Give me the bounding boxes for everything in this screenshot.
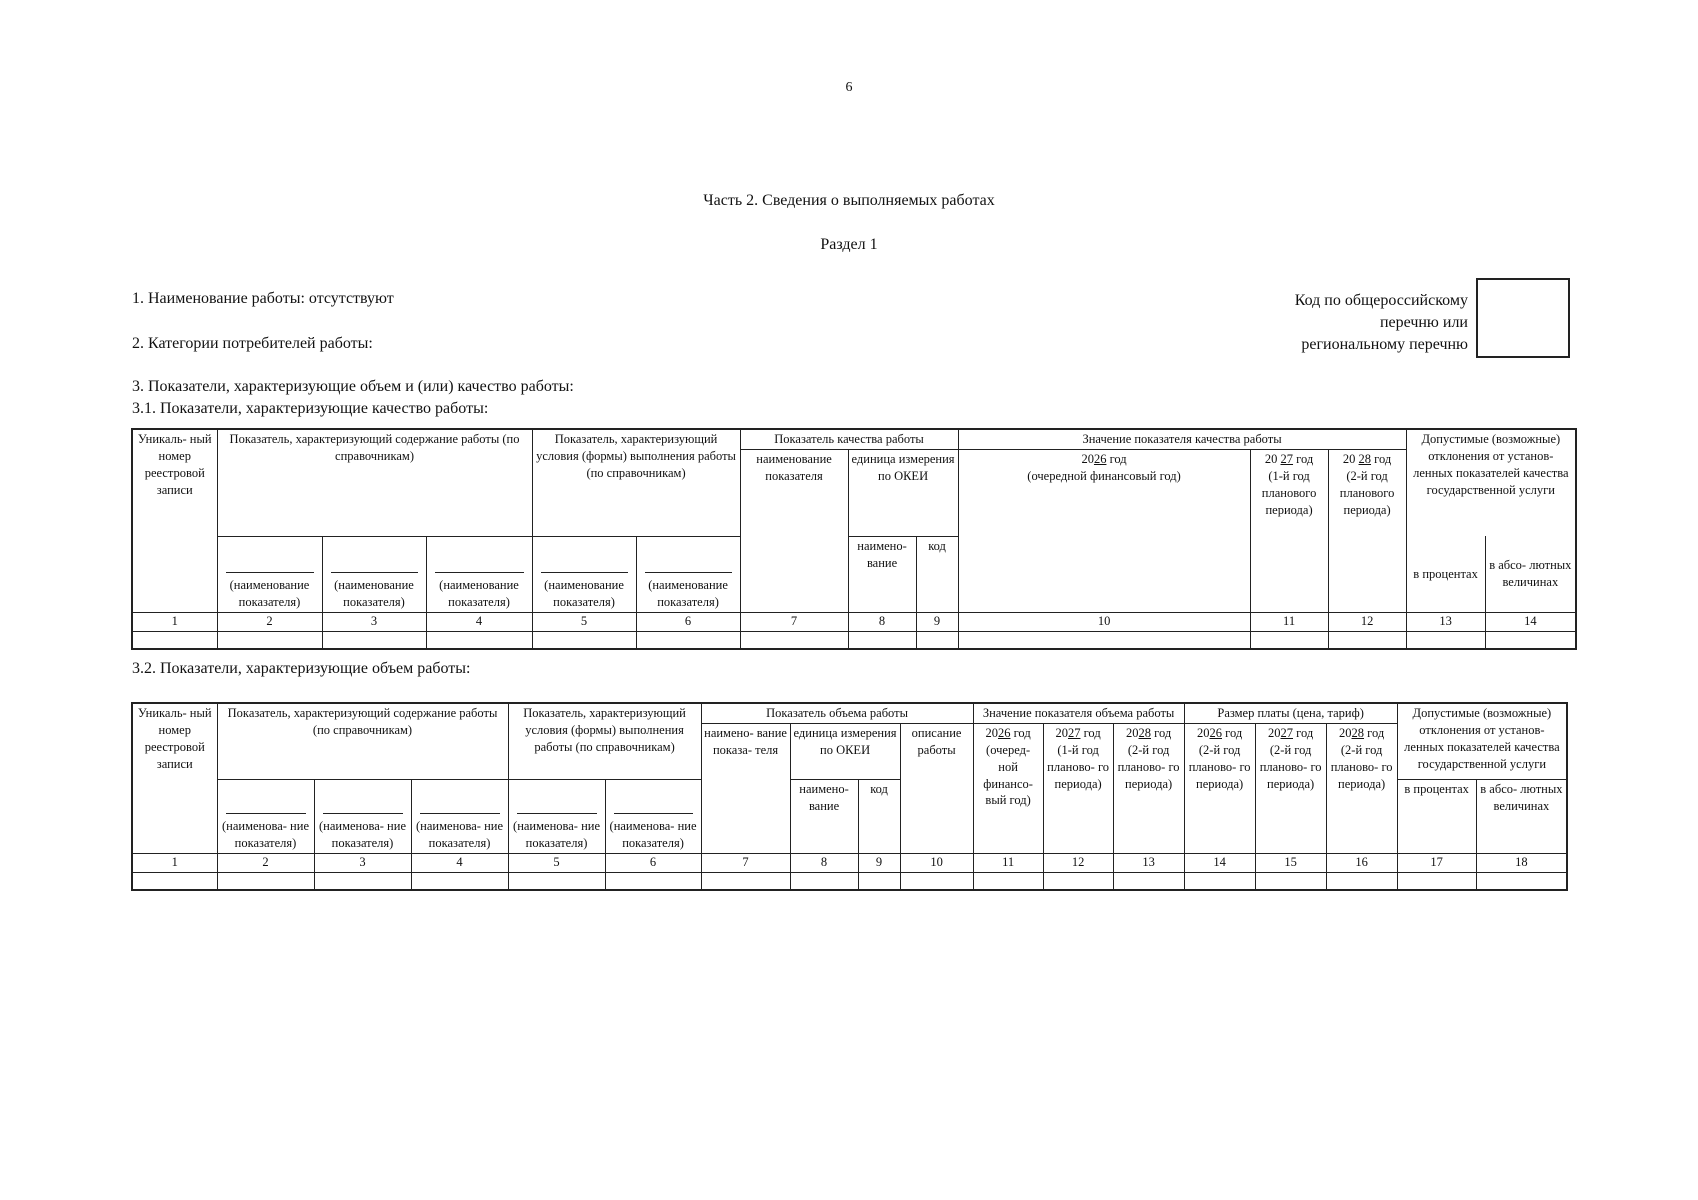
empty-cell[interactable] [1406, 631, 1485, 649]
empty-cell[interactable] [701, 872, 790, 890]
empty-cell[interactable] [1184, 872, 1255, 890]
empty-cell[interactable] [605, 872, 701, 890]
header-fee: Размер платы (цена, тариф) [1184, 703, 1397, 723]
column-number: 17 [1397, 853, 1476, 872]
quality-indicators-table [131, 428, 1577, 650]
column-number: 3 [322, 612, 426, 631]
header-conditions-indicator: Показатель, характеризующий условия (формы) выполнения работы (по справочникам) [532, 429, 740, 536]
header-conditions-indicator: Показатель, характеризующий условия (формы) выполнения работы (по справочникам) [508, 703, 701, 779]
page-number: 6 [845, 80, 853, 95]
header-year-plan1 [1250, 449, 1328, 612]
sub-indicator-name: (наименование показателя) [532, 536, 636, 612]
header-work-description: описание работы [900, 723, 973, 853]
sub-percent: в процентах [1397, 779, 1476, 853]
sub-indicator-name: (наименова- ние показателя) [314, 779, 411, 853]
column-number: 14 [1485, 612, 1576, 631]
registry-code-label-line3: региональному перечню [1301, 336, 1468, 353]
column-number: 7 [701, 853, 790, 872]
sub-absolute: в абсо- лютных величинах [1485, 536, 1576, 612]
column-number: 13 [1113, 853, 1184, 872]
column-number: 4 [411, 853, 508, 872]
column-number: 9 [858, 853, 900, 872]
empty-cell[interactable] [132, 631, 217, 649]
header-volume-year-current: 2026 год (очеред- ной финансо- вый год) [973, 723, 1043, 853]
header-volume-year-plan2: 2028 год (2-й год планово- го периода) [1113, 723, 1184, 853]
header-fee-year-current: 2026 год (2-й год планово- го периода) [1184, 723, 1255, 853]
sub-indicator-name: (наименова- ние показателя) [508, 779, 605, 853]
column-number: 1 [132, 853, 217, 872]
empty-cell[interactable] [426, 631, 532, 649]
sub-unit-code: код [858, 779, 900, 853]
year-prefix: 20 [1081, 451, 1094, 466]
empty-cell[interactable] [1043, 872, 1113, 890]
header-content-indicator: Показатель, характеризующий содержание работы (по справочникам) [217, 429, 532, 536]
column-number: 6 [636, 612, 740, 631]
year-suffix: год [1109, 451, 1127, 466]
header-quality-value: Значение показателя качества работы [958, 429, 1406, 449]
column-number: 10 [958, 612, 1250, 631]
year-note: (очередной финансовый год) [1027, 468, 1181, 483]
registry-code-label [1200, 290, 1468, 356]
empty-cell[interactable] [508, 872, 605, 890]
empty-cell[interactable] [132, 872, 217, 890]
empty-cell[interactable] [1326, 872, 1397, 890]
header-volume-value: Значение показателя объема работы [973, 703, 1184, 723]
registry-code-label-line1: Код по общероссийскому [1294, 292, 1468, 309]
column-number: 6 [605, 853, 701, 872]
year-note: (2-й год планового периода) [1339, 468, 1395, 517]
column-number: 11 [1250, 612, 1328, 631]
part-title: Часть 2. Сведения о выполняемых работах [703, 192, 995, 209]
column-number: 9 [916, 612, 958, 631]
column-number: 8 [848, 612, 916, 631]
column-number: 8 [790, 853, 858, 872]
column-number: 14 [1184, 853, 1255, 872]
column-number: 2 [217, 612, 322, 631]
column-number: 4 [426, 612, 532, 631]
volume-indicators-table [131, 702, 1568, 891]
header-indicator-name: наимено- вание показа- теля [701, 723, 790, 853]
year-value: 28 [1358, 451, 1372, 466]
empty-cell[interactable] [1476, 872, 1567, 890]
year-value: 26 [1093, 451, 1107, 466]
column-number: 11 [973, 853, 1043, 872]
sub-indicator-name: (наименование показателя) [217, 536, 322, 612]
empty-cell[interactable] [916, 631, 958, 649]
empty-cell[interactable] [636, 631, 740, 649]
work-name-line: 1. Наименование работы: отсутствуют [132, 290, 394, 307]
table-row [132, 631, 1576, 649]
header-indicator-name: наименование показателя [740, 449, 848, 612]
header-fee-year-plan2: 2028 год (2-й год планово- го периода) [1326, 723, 1397, 853]
column-number: 7 [740, 612, 848, 631]
empty-cell[interactable] [790, 872, 858, 890]
consumers-line: 2. Категории потребителей работы: [132, 335, 373, 352]
header-volume-indicator: Показатель объема работы [701, 703, 973, 723]
column-number: 15 [1255, 853, 1326, 872]
year-value: 27 [1280, 451, 1294, 466]
indicators-heading: 3. Показатели, характеризующие объем и (или) качество работы: [132, 378, 574, 395]
volume-heading: 3.2. Показатели, характеризующие объем работы: [132, 660, 471, 677]
empty-cell[interactable] [314, 872, 411, 890]
registry-code-box[interactable] [1476, 278, 1570, 358]
header-volume-year-plan1: 2027 год (1-й год планово- го периода) [1043, 723, 1113, 853]
empty-cell[interactable] [1397, 872, 1476, 890]
column-number: 18 [1476, 853, 1567, 872]
empty-cell[interactable] [1328, 631, 1406, 649]
year-note: (1-й год планового периода) [1261, 468, 1317, 517]
column-number: 10 [900, 853, 973, 872]
column-number: 2 [217, 853, 314, 872]
sub-unit-code: код [916, 536, 958, 612]
registry-code-label-line2: перечню или [1379, 314, 1468, 331]
column-number: 5 [532, 612, 636, 631]
sub-indicator-name: (наименова- ние показателя) [605, 779, 701, 853]
sub-indicator-name: (наименова- ние показателя) [217, 779, 314, 853]
empty-cell[interactable] [1255, 872, 1326, 890]
column-number: 3 [314, 853, 411, 872]
sub-percent: в процентах [1406, 536, 1485, 612]
sub-indicator-name: (наименова- ние показателя) [411, 779, 508, 853]
year-suffix: год [1374, 451, 1392, 466]
header-year-plan2 [1328, 449, 1406, 612]
empty-cell[interactable] [858, 872, 900, 890]
header-unique-number: Уникаль- ный номер реестровой записи [132, 703, 217, 853]
empty-cell[interactable] [217, 872, 314, 890]
sub-unit-name: наимено- вание [848, 536, 916, 612]
empty-cell[interactable] [740, 631, 848, 649]
empty-cell[interactable] [532, 631, 636, 649]
header-deviation: Допустимые (возможные) отклонения от установ- ленных показателей качества государственной услуги [1397, 703, 1567, 779]
column-number: 12 [1328, 612, 1406, 631]
sub-indicator-name: (наименование показателя) [426, 536, 532, 612]
empty-cell[interactable] [973, 872, 1043, 890]
header-fee-year-plan1: 2027 год (2-й год планово- го периода) [1255, 723, 1326, 853]
header-unit-okei: единица измерения по ОКЕИ [848, 449, 958, 536]
empty-cell[interactable] [900, 872, 973, 890]
header-unit-okei: единица измерения по ОКЕИ [790, 723, 900, 779]
header-deviation: Допустимые (возможные) отклонения от установ- ленных показателей качества государственной услуги [1406, 429, 1576, 536]
year-prefix: 20 [1264, 451, 1278, 466]
empty-cell[interactable] [958, 631, 1250, 649]
sub-absolute: в абсо- лютных величинах [1476, 779, 1567, 853]
header-content-indicator: Показатель, характеризующий содержание работы (по справочникам) [217, 703, 508, 779]
column-number: 5 [508, 853, 605, 872]
sub-indicator-name: (наименование показателя) [322, 536, 426, 612]
empty-cell[interactable] [1113, 872, 1184, 890]
header-year-current [958, 449, 1250, 612]
sub-unit-name: наимено- вание [790, 779, 858, 853]
section-title: Раздел 1 [820, 236, 878, 253]
year-prefix: 20 [1342, 451, 1356, 466]
empty-cell[interactable] [322, 631, 426, 649]
column-number: 13 [1406, 612, 1485, 631]
column-number: 1 [132, 612, 217, 631]
table-row [132, 872, 1567, 890]
empty-cell[interactable] [848, 631, 916, 649]
column-number: 16 [1326, 853, 1397, 872]
empty-cell[interactable] [411, 872, 508, 890]
header-quality-indicator: Показатель качества работы [740, 429, 958, 449]
year-suffix: год [1296, 451, 1314, 466]
column-number: 12 [1043, 853, 1113, 872]
quality-heading: 3.1. Показатели, характеризующие качество работы: [132, 400, 489, 417]
empty-cell[interactable] [1485, 631, 1576, 649]
sub-indicator-name: (наименование показателя) [636, 536, 740, 612]
empty-cell[interactable] [1250, 631, 1328, 649]
empty-cell[interactable] [217, 631, 322, 649]
header-unique-number: Уникаль- ный номер реестровой записи [132, 429, 217, 612]
